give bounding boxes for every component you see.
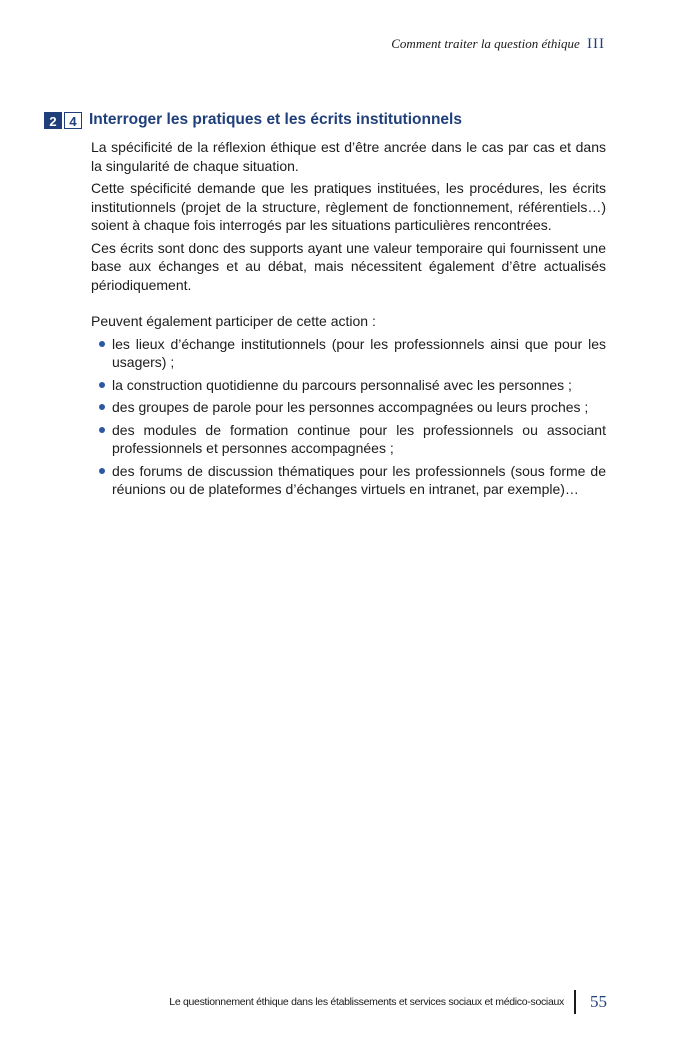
list-item (112, 462, 606, 499)
paragraph: Cette spécificité demande que les pratiques instituées, les procédures, les écrits institutionnels (projet de la structure, règlement de fonctionnement, référentiels…) soient à chaque fois interrogés par les situations particulières rencontrées. (91, 180, 606, 233)
list-item (112, 376, 606, 395)
list-item-text: des modules de formation continue pour les professionnels ou associant professionnels et personnes accompagnées ; (112, 421, 606, 456)
chapter-number: III (587, 36, 605, 52)
section-number-minor: 4 (64, 112, 82, 129)
body-text (91, 138, 606, 503)
list-intro: Peuvent également participer de cette action : (91, 313, 376, 329)
section-number-major: 2 (44, 112, 62, 129)
section-heading (44, 111, 462, 129)
running-title: Comment traiter la question éthique (391, 36, 580, 51)
page-number: 55 (590, 992, 607, 1011)
paragraph: La spécificité de la réflexion éthique est d’être ancrée dans le cas par cas et dans la singularité de chaque situation. (91, 139, 606, 174)
section-title: Interroger les pratiques et les écrits institutionnels (89, 111, 462, 128)
list-item-text: les lieux d’échange institutionnels (pour les professionnels ainsi que pour les usagers) ; (112, 335, 606, 370)
list-item (112, 398, 606, 417)
bullet-icon (99, 468, 105, 474)
bullet-icon (99, 427, 105, 433)
page-footer (169, 990, 607, 1014)
list-item-text: la construction quotidienne du parcours personnalisé avec les personnes ; (112, 376, 572, 393)
bullet-list (91, 335, 606, 499)
footer-divider (574, 990, 576, 1014)
list-item (112, 421, 606, 458)
paragraph: Ces écrits sont donc des supports ayant une valeur temporaire qui fournissent une base aux échanges et au débat, mais nécessitent également d’être actualisés périodiquement. (91, 239, 606, 293)
bullet-icon (99, 382, 105, 388)
running-header (391, 36, 605, 53)
list-item (112, 335, 606, 372)
footer-text: Le questionnement éthique dans les établissements et services sociaux et médico-sociaux (169, 996, 564, 1008)
list-item-text: des groupes de parole pour les personnes accompagnées ou leurs proches ; (112, 399, 589, 415)
bullet-icon (99, 404, 105, 410)
bullet-icon (99, 341, 105, 347)
list-item-text: des forums de discussion thématiques pour les professionnels (sous forme de réunions ou de plateformes d’échanges virtuels en intranet, par exemple)… (112, 462, 606, 497)
